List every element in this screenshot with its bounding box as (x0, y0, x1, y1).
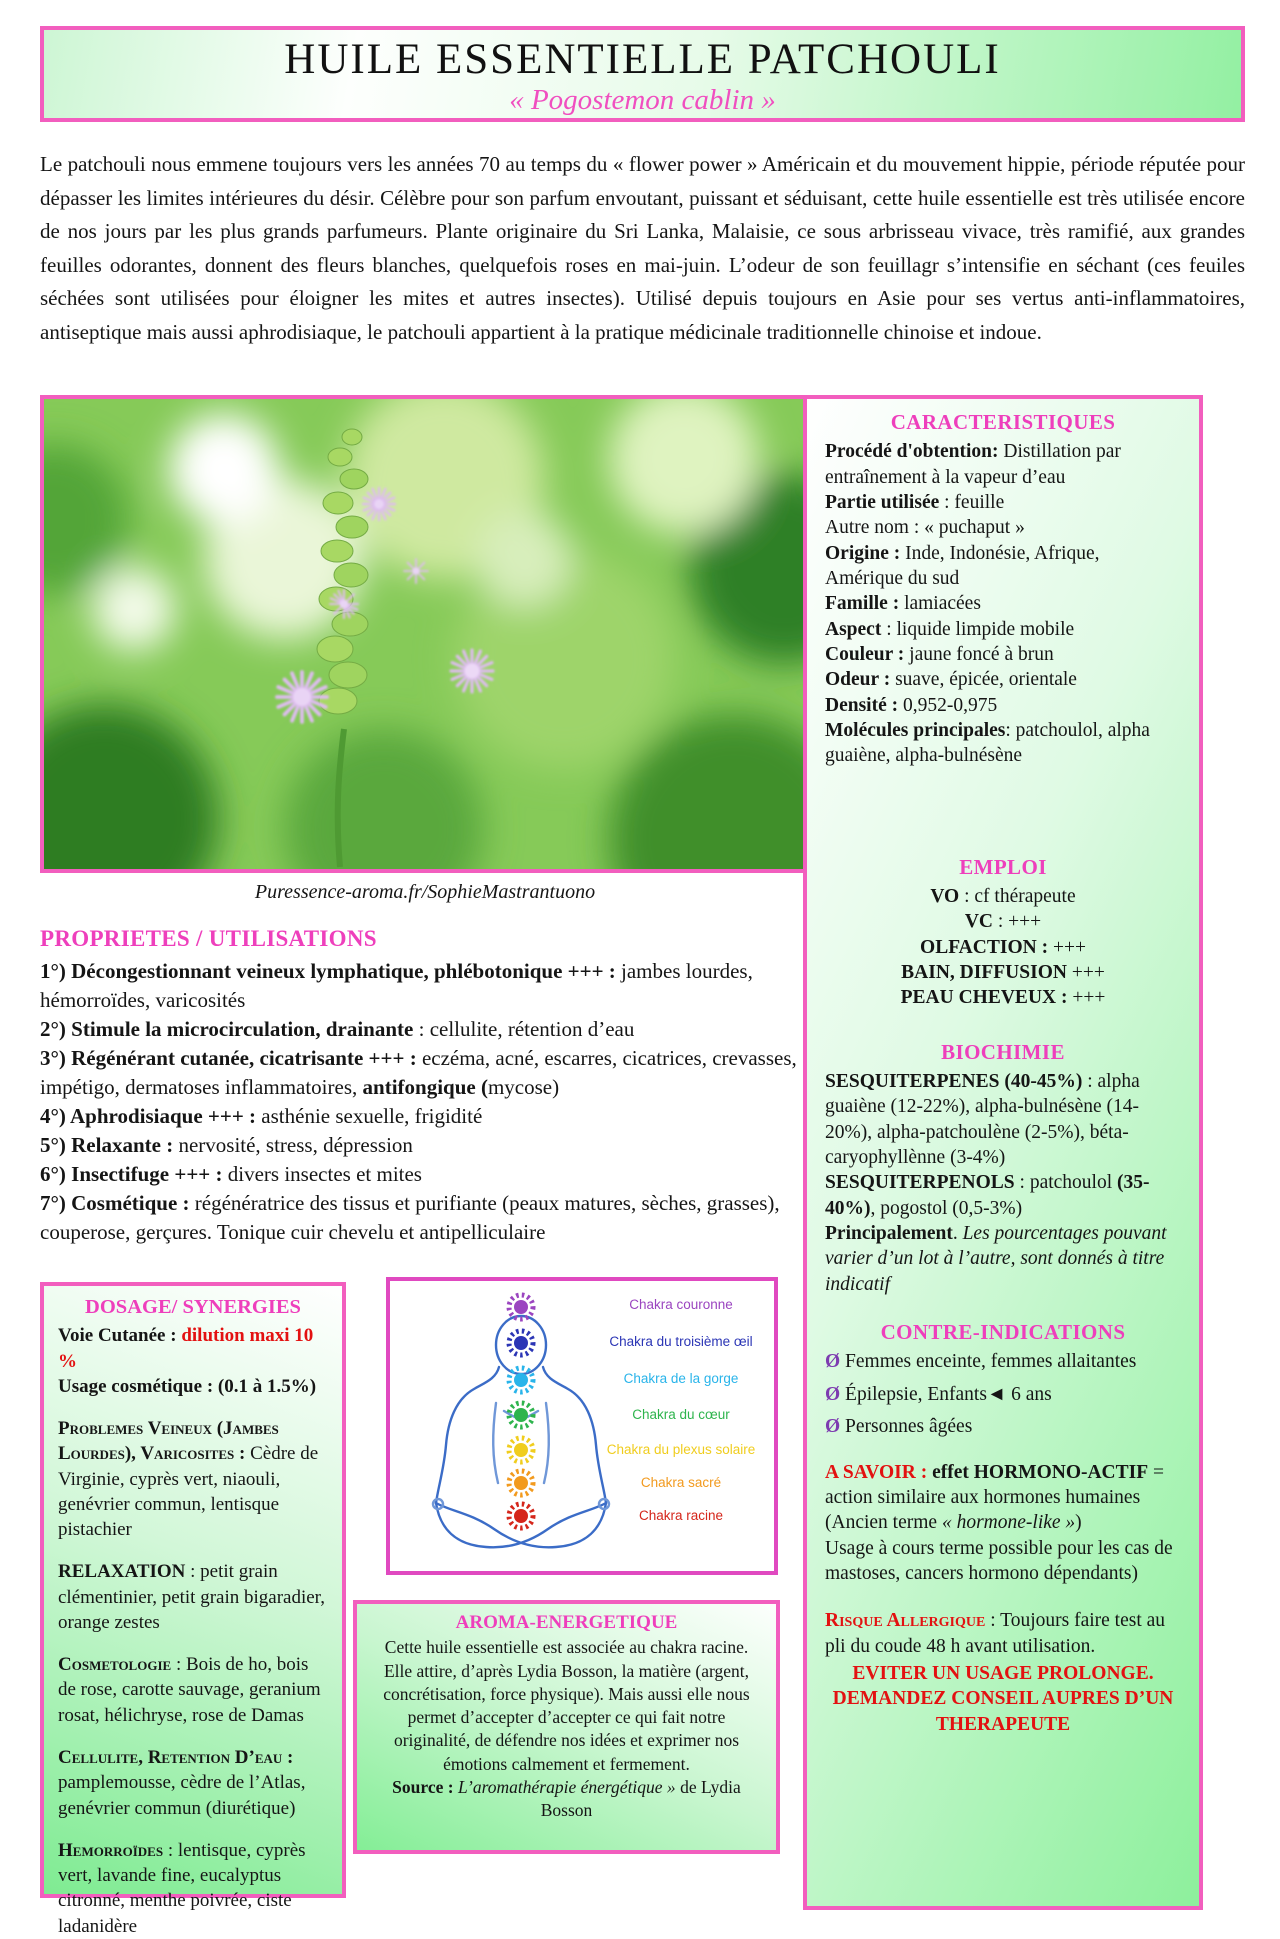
text-segment: : patchoulol (1014, 1172, 1118, 1194)
warning-text: EVITER UN USAGE PROLONGE. DEMANDEZ CONSEIL AUPRES D’UN THERAPEUTE (832, 1662, 1174, 1735)
text-segment: Densité : (825, 694, 899, 716)
caracteristiques-lines (825, 439, 1181, 768)
text-segment: : Bois de ho, bois de rose, carotte sauvage, geranium rosat, hélichryse, rose de Damas (58, 1654, 321, 1726)
text-segment: dilution maxi 10 % (58, 1325, 314, 1372)
property-item (40, 957, 810, 1015)
dosage-heading: DOSAGE/ SYNERGIES (85, 1296, 301, 1318)
text-segment: Inde, Indonésie, Afrique, Amérique du sud (825, 542, 1100, 590)
text-segment: Procédé d'obtention: (825, 441, 999, 463)
text-segment: 7°) Cosmétique : (40, 1190, 195, 1215)
text-segment: +++ (1066, 962, 1105, 984)
text-segment: : (202, 1375, 218, 1397)
caracteristique-line (825, 541, 1181, 592)
chakra-dot-third-eye (509, 1331, 533, 1355)
text-segment: Cosmetologie (58, 1654, 172, 1676)
properties-list (40, 957, 810, 1247)
page-subtitle: « Pogostemon cablin » (509, 84, 776, 117)
chakra-dot-sacral (509, 1471, 533, 1495)
emploi-line (825, 909, 1181, 934)
text-segment: 1°) Décongestionnant veineux lymphatique, phlébotonique +++ : (40, 959, 622, 983)
text-segment: eczéma, acné, escarres, cicatrices, crevasses, impétigo, dermatoses inflammatoires, (40, 1045, 797, 1099)
text-segment: jaune foncé à brun (904, 644, 1054, 666)
text-segment: régénératrice des tissus et purifiante (peaux matures, sèches, grasses), couperose, gerçures. Tonique cuir chevelu et antipelliculaire (40, 1190, 780, 1244)
text-segment: BAIN, DIFFUSION (901, 962, 1067, 984)
dosage-lines (58, 1323, 328, 1399)
caracteristique-line (825, 667, 1181, 692)
left-column (40, 395, 810, 1247)
biochimie-paragraph (825, 1170, 1181, 1221)
main-region (0, 390, 1280, 1937)
text-segment: effet HORMONO-ACTIF (932, 1461, 1149, 1483)
text-segment: Cèdre de Virginie, cyprès vert, niaouli, genévrier commun, lentisque pistachier (58, 1443, 319, 1541)
text-segment: 3°) Régénérant cutanée, cicatrisante +++ : (40, 1045, 422, 1070)
text-segment: : feuille (939, 491, 1005, 513)
property-item (40, 1160, 810, 1189)
section-a-savoir (825, 1460, 1181, 1587)
text-segment: Les pourcentages pouvant varier d’un lot à l’autre, sont donnés à titre indicatif (825, 1223, 1167, 1295)
page-title: HUILE ESSENTIELLE PATCHOULI (284, 36, 1001, 83)
section-emploi (825, 854, 1181, 1011)
text-segment: VC (964, 911, 993, 933)
text-segment: Hemorroïdes (58, 1839, 164, 1861)
text-segment: : petit grain clémentinier, petit grain bigaradier, orange zestes (58, 1561, 326, 1633)
text-segment: Famille : (825, 593, 900, 615)
text-segment: Couleur : (825, 644, 905, 666)
caracteristique-line (825, 617, 1181, 642)
dosage-line (58, 1374, 328, 1399)
text-segment: Personnes âgées (845, 1416, 973, 1438)
photo-caption: Puressence-aroma.fr/SophieMastrantuono (254, 881, 596, 903)
text-segment: Ø (825, 1383, 846, 1405)
text-segment: : liquide limpide mobile (881, 618, 1075, 640)
chakra-label-third-eye: Chakra du troisième œil (609, 1334, 753, 1349)
caracteristique-line (825, 718, 1181, 769)
text-segment: SESQUITERPENOLS (825, 1172, 1015, 1194)
text-segment: OLFACTION : (920, 936, 1049, 958)
emploi-heading: EMPLOI (959, 854, 1047, 879)
a-savoir-paragraph-2 (825, 1536, 1181, 1587)
text-segment: : cellulite, rétention d’eau (413, 1016, 635, 1041)
caracteristique-line (825, 515, 1181, 540)
emploi-lines (825, 884, 1181, 1011)
chakra-label-root: Chakra racine (638, 1508, 724, 1523)
text-segment: suave, épicée, orientale (890, 669, 1077, 691)
chakra-label-solar-plexus: Chakra du plexus solaire (606, 1442, 756, 1457)
caracteristique-line (825, 591, 1181, 616)
text-segment: antifongique ( (362, 1074, 488, 1099)
property-item (40, 1102, 810, 1131)
text-segment: Origine : (825, 542, 901, 564)
biochimie-paragraph (825, 1069, 1181, 1170)
text-segment: L’aromathérapie énergétique » (457, 1776, 676, 1797)
dosage-paragraph (58, 1416, 328, 1542)
text-segment: 2°) Stimule la microcirculation, drainante (40, 1016, 414, 1041)
text-segment: +++ (1048, 936, 1086, 958)
text-segment: « hormone-like » (941, 1512, 1076, 1534)
text-segment: : +++ (993, 911, 1042, 933)
chakra-label-throat: Chakra de la gorge (623, 1371, 739, 1386)
text-segment: Usage à cours terme possible pour les cas de mastoses, cancers hormono dépendants) (825, 1537, 1173, 1584)
text-segment: Ø (825, 1416, 846, 1438)
caracteristique-line (825, 642, 1181, 667)
biochimie-paragraph (825, 1221, 1181, 1297)
dosage-paragraph (58, 1652, 328, 1728)
text-segment: Aspect (825, 618, 882, 640)
contre-indications-items (825, 1349, 1181, 1439)
text-segment: Risque Allergique (825, 1610, 986, 1632)
header (40, 26, 1245, 122)
section-contre-indications (825, 1319, 1181, 1439)
aroma-source (369, 1776, 764, 1823)
text-segment: : alpha guaiène (12-22%), alpha-bulnésène (14-20%), alpha-patchoulène (2-5%), béta-caryophyllènne (3-4%) (825, 1071, 1140, 1169)
text-segment: : patchoulol, alpha guaiène, alpha-bulnésène (825, 720, 1150, 767)
biochimie-paragraphs (825, 1069, 1181, 1297)
aroma-energetique-box (353, 1600, 780, 1854)
intro-paragraph: Le patchouli nous emmene toujours vers les années 70 au temps du « flower power » Américain et du mouvement hippie, période réputée pour dépasser les limites intérieures du désir. Célèbre pour son parfum envoutant, puissant et séduisant, cette huile essentielle est très utilisée encore de nos jours par les plus grands parfumeurs. Plante originaire du Sri Lanka, Malaisie, ce sous arbrisseau vivace, très ramifié, aux grandes feuilles odorantes, donnent des fleurs blanches, quelquefois roses en mai-juin. L’odeur de son feuillagr s’intensifie en séchant (ces feuiles séchées sont utilisées pour éloigner les mites et autres insectes). Utilisé depuis toujours en Asie pour ses vertus anti-inflammatoires, antiseptique mais aussi aphrodisiaque, le patchouli appartient à la pratique médicinale traditionnelle chinoise et indoue. (40, 152, 1245, 344)
plant-photo-art (44, 399, 806, 869)
text-segment: ) (1075, 1512, 1082, 1534)
text-segment: PEAU CHEVEUX : (900, 987, 1068, 1009)
text-segment: de Lydia Bosson (540, 1776, 741, 1821)
text-segment: Partie utilisée (825, 491, 940, 513)
text-segment: VO (930, 886, 960, 908)
text-segment: 4°) Aphrodisiaque +++ : (40, 1103, 262, 1128)
text-segment: , pogostol (0,5-3%) (870, 1197, 1023, 1219)
text-segment: Cellulite, Retention D’eau : (58, 1746, 294, 1768)
text-segment: 0,952-0,975 (898, 694, 998, 716)
sidebar-panel (803, 395, 1203, 1910)
chakra-label-crown: Chakra couronne (629, 1297, 733, 1312)
section-biochimie (825, 1039, 1181, 1297)
chakra-diagram (386, 1277, 778, 1575)
text-segment: (35-40%) (825, 1172, 1150, 1219)
chakra-dot-root (509, 1504, 533, 1528)
text-segment: RELAXATION (58, 1561, 186, 1583)
text-segment: SESQUITERPENES (40-45%) (825, 1071, 1083, 1093)
text-segment: mycose) (487, 1074, 560, 1099)
text-segment: pamplemousse, cèdre de l’Atlas, genévrier commun (diurétique) (58, 1772, 306, 1819)
biochimie-heading: BIOCHIMIE (941, 1039, 1065, 1064)
dosage-paragraph (58, 1559, 328, 1635)
chakra-label-sacral: Chakra sacré (640, 1475, 722, 1490)
dosage-paragraphs (58, 1416, 328, 1939)
text-segment: Épilepsie, Enfants◄ 6 ans (845, 1383, 1052, 1405)
text-segment: . (952, 1223, 963, 1245)
aroma-body: Cette huile essentielle est associée au chakra racine. Elle attire, d’après Lydia Bosson, la matière (argent, concrétisation, force physique). Mais aussi elle nous permet d’accepter d’accepter ce qui fait notre originalité, de défendre nos idées et exprimer nos émotions calmement et fermement. (383, 1637, 750, 1774)
property-item (40, 1015, 810, 1044)
a-savoir-paragraph (825, 1460, 1181, 1536)
contre-indication-item (825, 1349, 1181, 1374)
text-segment: Ø (825, 1351, 846, 1373)
text-segment: jambes lourdes, hémorroïdes, varicosités (40, 959, 753, 1012)
contre-indication-item (825, 1382, 1181, 1407)
caracteristique-line (825, 490, 1181, 515)
text-segment: lamiacées (899, 593, 981, 615)
contre-indications-heading: CONTRE-INDICATIONS (880, 1320, 1126, 1345)
section-caracteristiques (825, 409, 1181, 769)
text-segment: (0.1 à 1.5%) (217, 1375, 317, 1397)
text-segment: divers insectes et mites (227, 1161, 422, 1186)
text-segment: Femmes enceinte, femmes allaitantes (845, 1351, 1137, 1373)
property-item (40, 1131, 810, 1160)
contre-indication-item (825, 1414, 1181, 1439)
aroma-heading: AROMA-ENERGETIQUE (455, 1612, 678, 1633)
emploi-line (825, 935, 1181, 960)
dosage-line (58, 1323, 328, 1374)
text-segment: Source : (392, 1776, 458, 1797)
emploi-line (825, 985, 1181, 1010)
text-segment: : lentisque, cyprès vert, lavande fine, eucalyptus citronné, menthe poivrée, ciste ladanidère (58, 1839, 306, 1937)
text-segment: Usage cosmétique (58, 1375, 203, 1397)
caracteristique-line (825, 693, 1181, 718)
section-risque-allergique (825, 1608, 1181, 1737)
text-segment: = action similaire aux hormones humaines (Ancien terme (825, 1461, 1165, 1534)
properties-heading: PROPRIETES / UTILISATIONS (40, 926, 377, 951)
text-segment: Voie Cutanée : (58, 1325, 182, 1347)
emploi-line (825, 884, 1181, 909)
text-segment: 6°) Insectifuge +++ : (40, 1161, 228, 1186)
chakra-dot-solar-plexus (509, 1438, 533, 1462)
text-segment: : cf thérapeute (959, 886, 1076, 908)
property-item (40, 1189, 810, 1247)
chakra-label-heart: Chakra du cœur (632, 1407, 730, 1422)
caracteristiques-heading: CARACTERISTIQUES (890, 410, 1116, 434)
text-segment: Autre nom : « puchaput » (825, 517, 1025, 539)
dosage-paragraph (58, 1745, 328, 1821)
text-segment: nervosité, stress, dépression (178, 1132, 413, 1157)
dosage-synergies-box (40, 1282, 346, 1937)
risque-allergique-paragraph (825, 1608, 1181, 1659)
text-segment: : Toujours faire test au pli du coude 48 h avant utilisation. (825, 1610, 1166, 1657)
text-segment: Odeur : (825, 669, 891, 691)
text-segment: 5°) Relaxante : (40, 1132, 179, 1157)
dosage-paragraph (58, 1838, 328, 1939)
text-segment: +++ (1067, 987, 1106, 1009)
patchouli-photo (40, 395, 810, 873)
text-segment: Principalement (825, 1223, 953, 1245)
property-item (40, 1044, 810, 1102)
text-segment: A SAVOIR : (825, 1461, 933, 1483)
emploi-line (825, 960, 1181, 985)
meditating-figure (396, 1283, 646, 1575)
text-segment: Molécules principales (825, 720, 1006, 742)
text-segment: Distillation par entraînement à la vapeur d’eau (825, 441, 1121, 488)
text-segment: Problemes Veineux (Jambes Lourdes), Varicosites : (58, 1418, 279, 1465)
text-segment: asthénie sexuelle, frigidité (261, 1103, 483, 1128)
caracteristique-line (825, 439, 1181, 490)
